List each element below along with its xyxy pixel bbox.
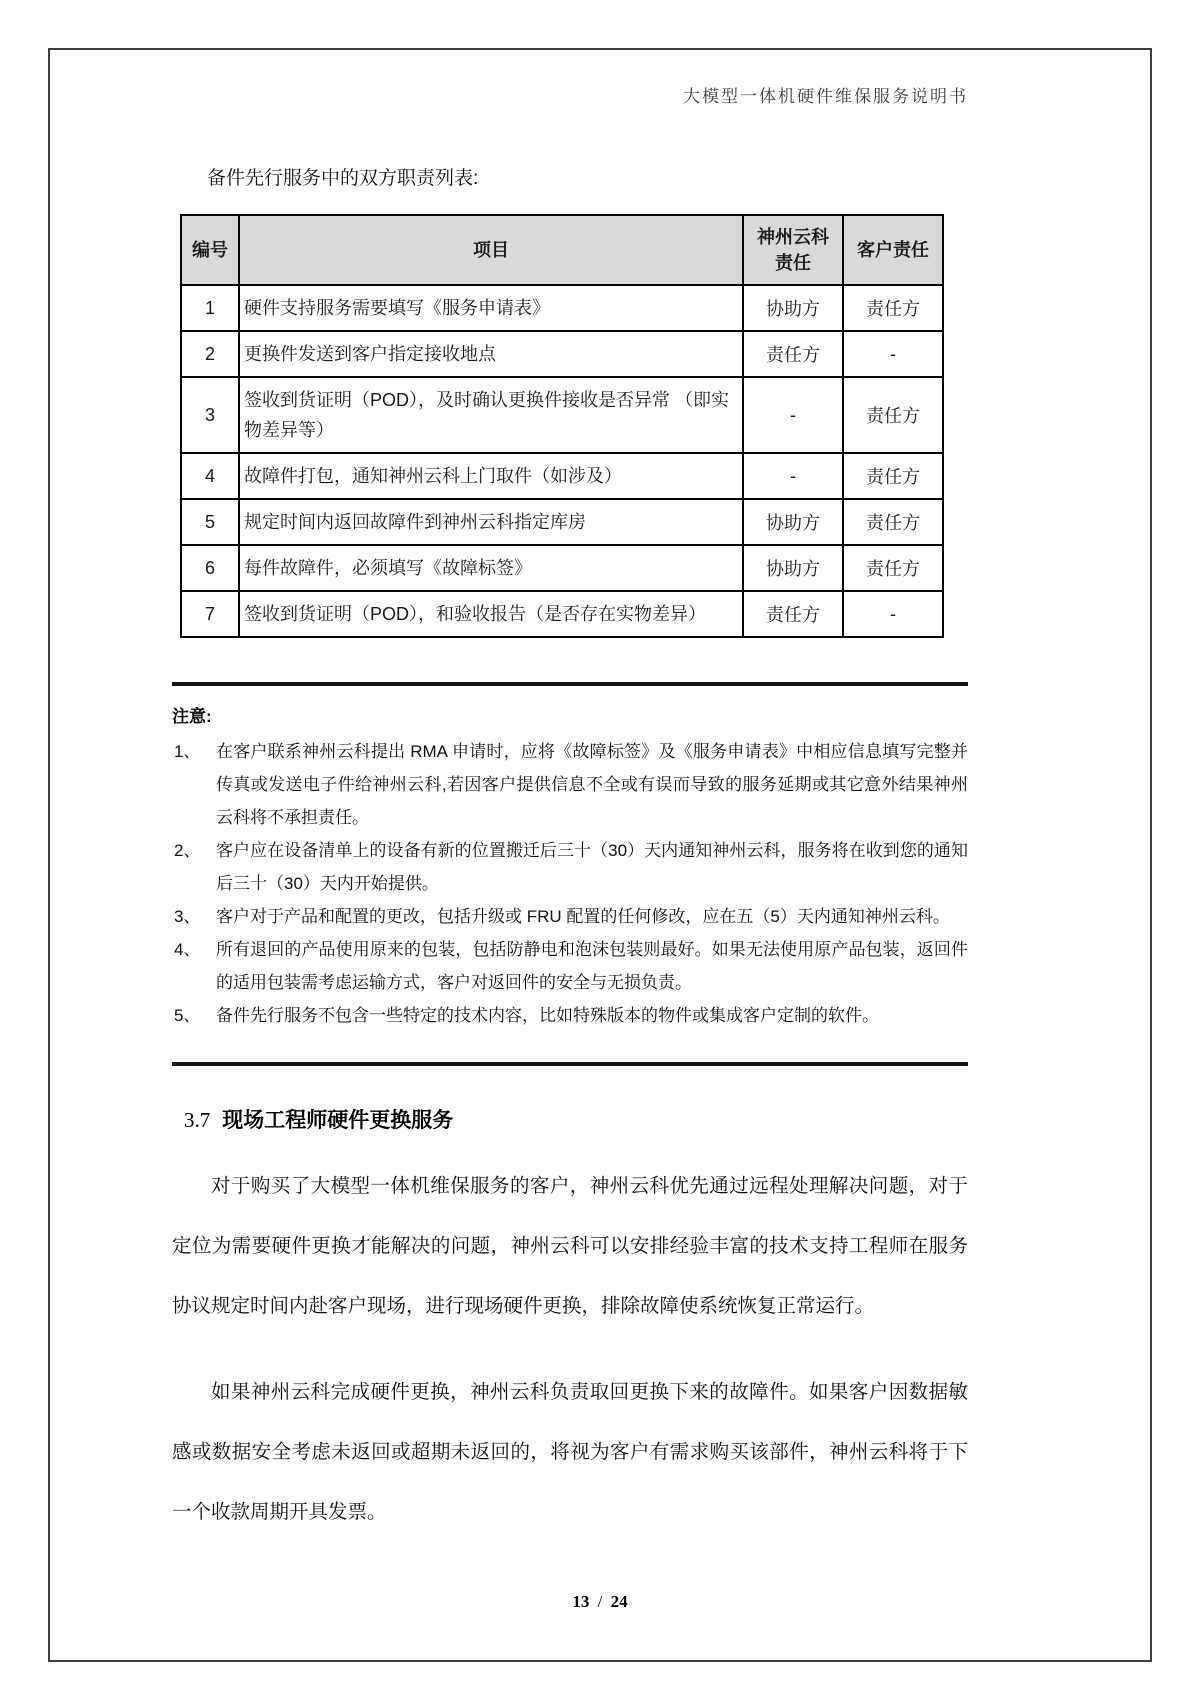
row-number: 3 xyxy=(181,377,239,453)
list-item xyxy=(172,933,968,999)
row-customer-responsibility: 责任方 xyxy=(843,545,943,591)
note-marker: 3、 xyxy=(174,907,201,926)
row-customer-responsibility: 责任方 xyxy=(843,285,943,331)
note-marker: 2、 xyxy=(174,841,201,860)
divider-rule-top xyxy=(172,682,968,686)
table-row xyxy=(181,285,943,331)
responsibility-table xyxy=(180,214,944,638)
page-number-separator: / xyxy=(597,1592,603,1611)
table-row xyxy=(181,331,943,377)
list-item xyxy=(172,900,968,933)
col-header-dck-responsibility: 神州云科 责任 xyxy=(743,215,843,285)
row-number: 4 xyxy=(181,453,239,499)
row-customer-responsibility: 责任方 xyxy=(843,377,943,453)
list-item xyxy=(172,834,968,900)
list-item xyxy=(172,735,968,834)
notes-label: 注意: xyxy=(172,707,212,726)
col-header-customer-responsibility: 客户责任 xyxy=(843,215,943,285)
note-marker: 1、 xyxy=(174,742,201,761)
row-item: 签收到货证明（POD），及时确认更换件接收是否异常 （即实物差异等） xyxy=(239,377,743,453)
list-item xyxy=(172,999,968,1032)
page-frame xyxy=(48,48,1152,1662)
body-paragraph: 对于购买了大模型一体机维保服务的客户，神州云科优先通过远程处理解决问题，对于定位为需要硬件更换才能解决的问题，神州云科可以安排经验丰富的技术支持工程师在服务协议规定时间内赴客户现场，进行现场硬件更换，排除故障使系统恢复正常运行。 xyxy=(172,1175,968,1317)
row-dck-responsibility: 责任方 xyxy=(743,591,843,637)
divider-rule-bottom xyxy=(172,1062,968,1066)
note-marker: 4、 xyxy=(174,940,201,959)
page-footer xyxy=(50,1592,1150,1612)
table-intro-text: 备件先行服务中的双方职责列表: xyxy=(207,168,479,189)
table-header-row xyxy=(181,215,943,285)
section-title: 现场工程师硬件更换服务 xyxy=(222,1109,454,1132)
table-row xyxy=(181,499,943,545)
row-item: 故障件打包，通知神州云科上门取件（如涉及） xyxy=(239,453,743,499)
row-dck-responsibility: 协助方 xyxy=(743,285,843,331)
row-dck-responsibility: 协助方 xyxy=(743,545,843,591)
note-marker: 5、 xyxy=(174,1006,201,1025)
document-header-title: 大模型一体机硬件维保服务说明书 xyxy=(683,87,968,106)
row-dck-responsibility: - xyxy=(743,377,843,453)
row-customer-responsibility: - xyxy=(843,331,943,377)
col-header-item: 项目 xyxy=(239,215,743,285)
table-row xyxy=(181,453,943,499)
col-header-number: 编号 xyxy=(181,215,239,285)
note-text: 备件先行服务不包含一些特定的技术内容，比如特殊版本的物件或集成客户定制的软件。 xyxy=(216,1006,879,1025)
row-dck-responsibility: - xyxy=(743,453,843,499)
row-number: 7 xyxy=(181,591,239,637)
row-number: 1 xyxy=(181,285,239,331)
table-row xyxy=(181,377,943,453)
page-number-total: 24 xyxy=(610,1592,628,1611)
note-text: 客户对于产品和配置的更改，包括升级或 FRU 配置的任何修改，应在五（5）天内通知神州云科。 xyxy=(216,907,950,926)
row-customer-responsibility: 责任方 xyxy=(843,499,943,545)
page-number-current: 13 xyxy=(572,1592,590,1611)
note-text: 在客户联系神州云科提出 RMA 申请时，应将《故障标签》及《服务申请表》中相应信息填写完整并传真或发送电子件给神州云科,若因客户提供信息不全或有误而导致的服务延期或其它意外结果神州云科将不承担责任。 xyxy=(216,742,968,827)
row-number: 5 xyxy=(181,499,239,545)
table-row xyxy=(181,545,943,591)
body-paragraph: 如果神州云科完成硬件更换，神州云科负责取回更换下来的故障件。如果客户因数据敏感或数据安全考虑未返回或超期未返回的，将视为客户有需求购买该部件，神州云科将于下一个收款周期开具发票。 xyxy=(172,1381,968,1523)
row-customer-responsibility: - xyxy=(843,591,943,637)
row-number: 2 xyxy=(181,331,239,377)
row-item: 更换件发送到客户指定接收地点 xyxy=(239,331,743,377)
table-row xyxy=(181,591,943,637)
section-number: 3.7 xyxy=(184,1108,211,1132)
row-dck-responsibility: 协助方 xyxy=(743,499,843,545)
row-dck-responsibility: 责任方 xyxy=(743,331,843,377)
note-text: 客户应在设备清单上的设备有新的位置搬迁后三十（30）天内通知神州云科，服务将在收到您的通知后三十（30）天内开始提供。 xyxy=(216,841,968,893)
row-item: 签收到货证明（POD），和验收报告（是否存在实物差异） xyxy=(239,591,743,637)
notes-list xyxy=(172,735,968,1032)
note-text: 所有退回的产品使用原来的包装，包括防静电和泡沫包装则最好。如果无法使用原产品包装，返回件的适用包装需考虑运输方式，客户对返回件的安全与无损负责。 xyxy=(216,940,968,992)
page-content xyxy=(172,50,968,1542)
row-item: 硬件支持服务需要填写《服务申请表》 xyxy=(239,285,743,331)
row-item: 规定时间内返回故障件到神州云科指定库房 xyxy=(239,499,743,545)
row-customer-responsibility: 责任方 xyxy=(843,453,943,499)
section-heading xyxy=(172,1104,968,1134)
row-number: 6 xyxy=(181,545,239,591)
row-item: 每件故障件，必须填写《故障标签》 xyxy=(239,545,743,591)
